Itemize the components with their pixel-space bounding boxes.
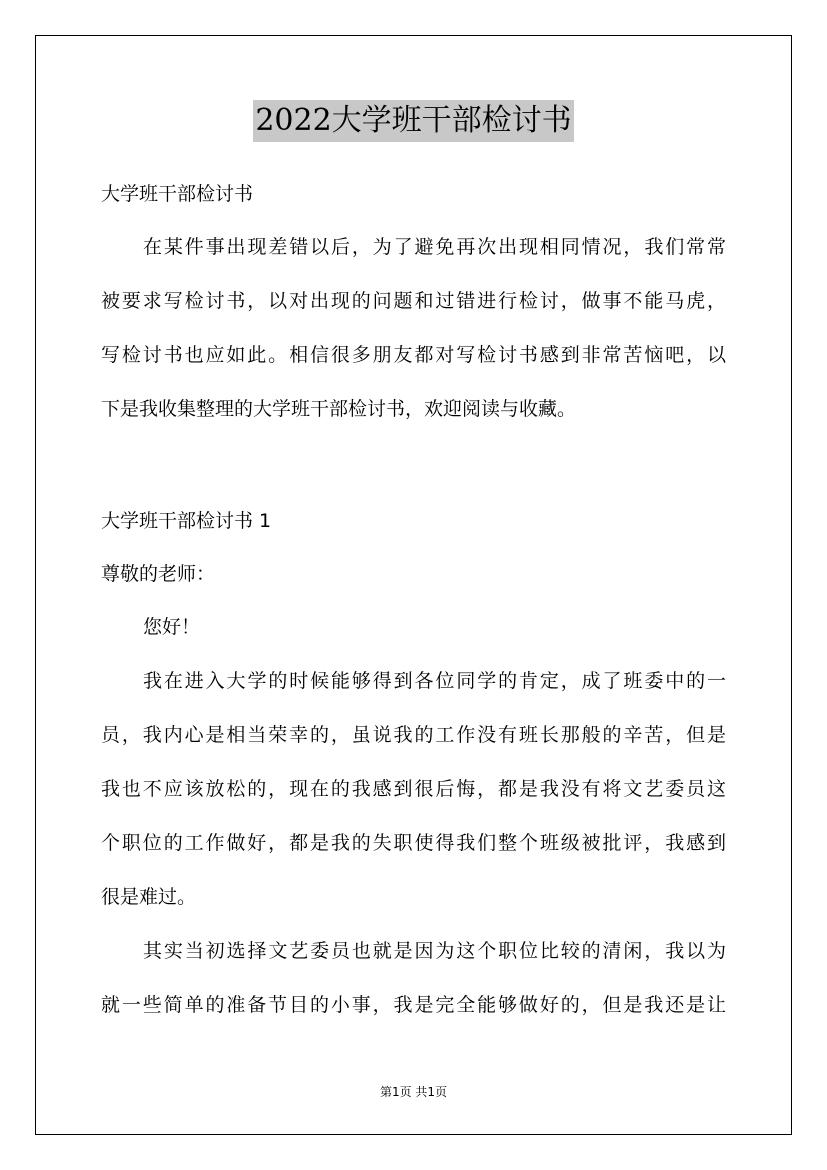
intro-line-2: 被要求写检讨书，以对出现的问题和过错进行检讨，做事不能马虎， [101, 290, 726, 312]
para1-line-2: 员，我内心是相当荣幸的，虽说我的工作没有班长那般的辛苦，但是 [101, 724, 726, 746]
para1-line-4: 个职位的工作做好，都是我的失职使得我们整个班级被批评，我感到 [101, 832, 726, 854]
section-heading: 大学班干部检讨书 1 [101, 510, 272, 532]
para2-line-2: 就一些简单的准备节目的小事，我是完全能够做好的，但是我还是让 [101, 994, 726, 1016]
title-container [0, 100, 827, 142]
document-title: 2022大学班干部检讨书 [253, 100, 573, 142]
para1-line-5: 很是难过。 [101, 886, 197, 908]
document-subtitle: 大学班干部检讨书 [101, 183, 254, 205]
intro-line-1: 在某件事出现差错以后，为了避免再次出现相同情况，我们常常 [143, 236, 726, 258]
salutation: 尊敬的老师： [101, 563, 216, 585]
page-footer: 第1页 共1页 [379, 1085, 448, 1099]
intro-line-3: 写检讨书也应如此。相信很多朋友都对写检讨书感到非常苦恼吧，以 [101, 344, 726, 366]
para2-line-1: 其实当初选择文艺委员也就是因为这个职位比较的清闲，我以为 [143, 940, 726, 962]
para1-line-3: 我也不应该放松的，现在的我感到很后悔，都是我没有将文艺委员这 [101, 778, 726, 800]
greeting: 您好！ [143, 616, 201, 638]
intro-line-4: 下是我收集整理的大学班干部检讨书，欢迎阅读与收藏。 [101, 398, 577, 420]
para1-line-1: 我在进入大学的时候能够得到各位同学的肯定，成了班委中的一 [143, 670, 726, 692]
